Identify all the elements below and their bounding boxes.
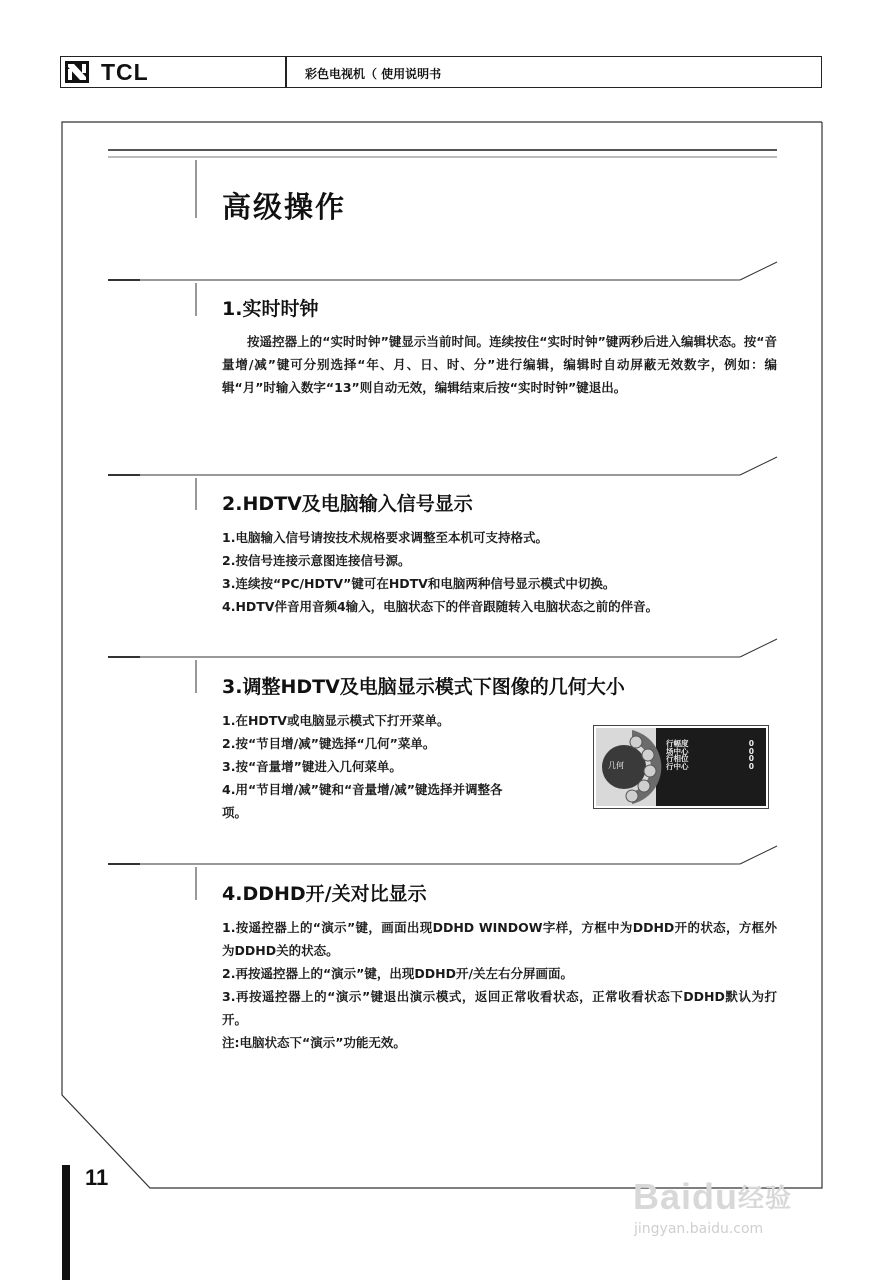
list-item: 2.按信号连接示意图连接信号源。 (222, 553, 411, 568)
section-1-heading: 1.实时时钟 (222, 298, 319, 320)
osd-row-value: 0 (748, 739, 754, 748)
osd-setting-list (666, 740, 754, 770)
page-number: 11 (85, 1165, 109, 1190)
section-2-heading: 2.HDTV及电脑输入信号显示 (222, 493, 473, 515)
brand-name: TCL (101, 59, 149, 85)
section-1-body (222, 330, 777, 399)
list-item: 3.再按遥控器上的“演示”键退出演示模式，返回正常收看状态，正常收看状态下DDHD默认为打开。 (222, 989, 777, 1027)
list-item: 2.按“节目增/减”键选择“几何”菜单。 (222, 736, 436, 751)
list-item: 注:电脑状态下“演示”功能无效。 (222, 1035, 406, 1050)
list-item: 3.连续按“PC/HDTV”键可在HDTV和电脑两种信号显示模式中切换。 (222, 576, 616, 591)
osd-row-label: 行幅度 (666, 739, 689, 748)
section-4-heading: 4.DDHD开/关对比显示 (222, 883, 427, 905)
baidu-watermark-logo (633, 1176, 792, 1218)
osd-row-label: 行中心 (666, 761, 689, 771)
manual-title: 彩色电视机（ 使用说明书 (305, 67, 442, 81)
osd-row-value: 0 (748, 754, 754, 763)
list-item: 1.按遥控器上的“演示”键，画面出现DDHD WINDOW字样，方框中为DDHD开的状态，方框外为DDHD关的状态。 (222, 920, 777, 958)
list-item: 1.在HDTV或电脑显示模式下打开菜单。 (222, 713, 450, 728)
osd-row (666, 763, 754, 771)
osd-row-label: 场中心 (666, 746, 689, 756)
osd-row-value: 0 (748, 746, 754, 756)
osd-row-label: 行相位 (666, 754, 689, 763)
list-item: 2.再按遥控器上的“演示”键，出现DDHD开/关左右分屏画面。 (222, 966, 574, 981)
list-item: 4.用“节目增/减”键和“音量增/减”键选择并调整各 (222, 782, 503, 797)
osd-menu-label: 几何 (608, 761, 624, 770)
watermark-logo-part: du (692, 1176, 739, 1217)
list-item: 3.按“音量增”键进入几何菜单。 (222, 759, 402, 774)
section-1-paragraph: 按遥控器上的“实时时钟”键显示当前时间。连续按住“实时时钟”键两秒后进入编辑状态。按“音量增/减”键可分别选择“年、月、日、时、分”进行编辑，编辑时自动屏蔽无效数字，例如：编辑“月”时输入数字“13”则自动无效，编辑结束后按“实时时钟”键退出。 (222, 334, 777, 395)
section-2-list (222, 526, 658, 618)
list-item: 项。 (222, 805, 248, 820)
section-3-heading: 3.调整HDTV及电脑显示模式下图像的几何大小 (222, 676, 625, 698)
list-item: 1.电脑输入信号请按技术规格要求调整至本机可支持格式。 (222, 530, 548, 545)
section-3-list (222, 709, 502, 824)
page-number-bar (62, 1165, 70, 1280)
watermark-logo-part: 经验 (738, 1183, 793, 1213)
page-title: 高级操作 (222, 190, 347, 224)
watermark-url: jingyan.baidu.com (634, 1221, 764, 1237)
section-4-body (222, 916, 777, 1054)
osd-row-value: 0 (748, 761, 754, 771)
geometry-menu-screenshot (593, 725, 769, 809)
watermark-logo-part: Bai (633, 1176, 693, 1217)
list-item: 4.HDTV伴音用音频4输入，电脑状态下的伴音跟随转入电脑状态之前的伴音。 (222, 599, 659, 614)
